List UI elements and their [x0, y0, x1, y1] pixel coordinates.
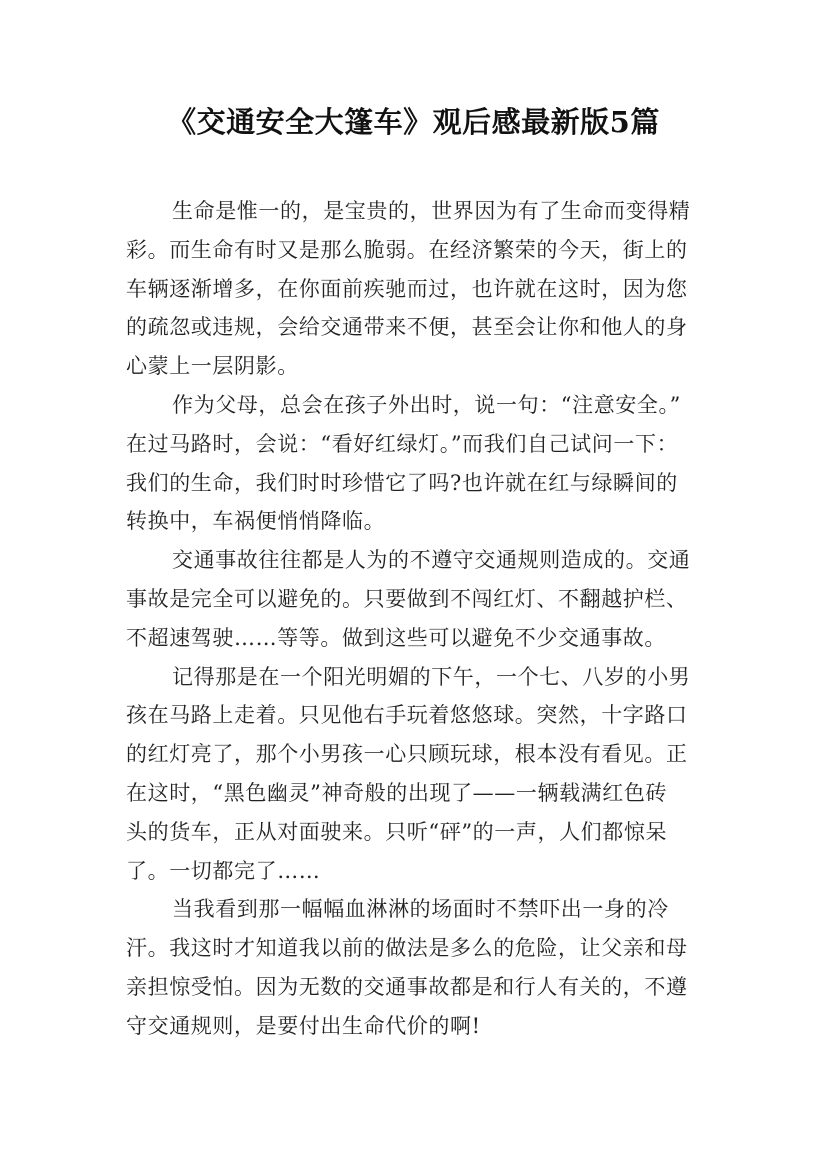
text-line: 汗。我这时才知道我以前的做法是多么的危险，让父亲和母 [126, 936, 688, 961]
text-line: 彩。而生命有时又是那么脆弱。在经济繁荣的今天，街上的 [126, 237, 688, 262]
paragraph-5 [126, 890, 706, 1045]
text-line: 转换中，车祸便悄悄降临。 [126, 509, 386, 534]
text-line: 亲担惊受怕。因为无数的交通事故都是和行人有关的，不遵 [126, 974, 688, 999]
text-line: 交通事故往往都是人为的不遵守交通规则造成的。交通 [172, 548, 691, 573]
text-line: 我们的生命，我们时时珍惜它了吗?也许就在红与绿瞬间的 [126, 470, 678, 495]
text-line: 在这时，“黑色幽灵”神奇般的出现了——一辆载满红色砖 [126, 780, 668, 805]
paragraph-2 [126, 386, 706, 541]
text-line: 当我看到那一幅幅血淋淋的场面时不禁吓出一身的冷 [172, 897, 669, 922]
text-line: 的疏忽或违规，会给交通带来不便，甚至会让你和他人的身 [126, 315, 688, 340]
text-line: 生命是惟一的，是宝贵的，世界因为有了生命而变得精 [172, 199, 691, 223]
text-line: 作为父母，总会在孩子外出时，说一句：“注意安全。” [172, 392, 681, 417]
document-body [126, 192, 706, 1046]
paragraph-3 [126, 541, 706, 657]
text-line: 了。一切都完了…… [126, 858, 321, 883]
text-line: 记得那是在一个阳光明媚的下午，一个七、八岁的小男 [172, 664, 691, 689]
text-line: 守交通规则，是要付出生命代价的啊! [126, 1013, 481, 1038]
text-line: 不超速驾驶……等等。做到这些可以避免不少交通事故。 [126, 625, 666, 650]
text-line: 事故是完全可以避免的。只要做到不闯红灯、不翻越护栏、 [126, 586, 688, 611]
text-line: 头的货车，正从对面驶来。只听“砰”的一声，人们都惊呆 [126, 819, 668, 844]
text-line: 在过马路时，会说：“看好红绿灯。”而我们自己试问一下： [126, 431, 679, 456]
text-line: 的红灯亮了，那个小男孩一心只顾玩球，根本没有看见。正 [126, 742, 688, 767]
text-line: 孩在马路上走着。只见他右手玩着悠悠球。突然，十字路口 [126, 703, 688, 728]
paragraph-4 [126, 658, 706, 891]
text-line: 车辆逐渐增多，在你面前疾驰而过，也许就在这时，因为您 [126, 276, 688, 301]
paragraph-1 [126, 192, 706, 386]
document-title: 《交通安全大篷车》观后感最新版5篇 [167, 105, 660, 139]
text-line: 心蒙上一层阴影。 [126, 354, 299, 379]
